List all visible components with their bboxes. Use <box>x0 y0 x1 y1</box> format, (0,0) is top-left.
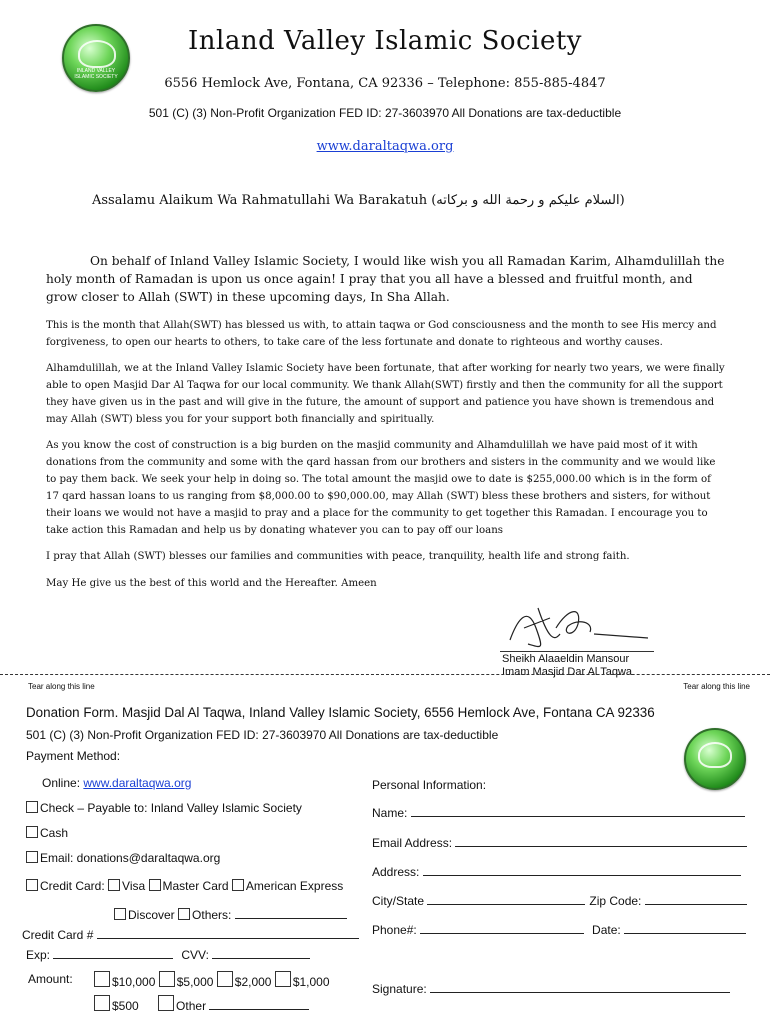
mastercard-checkbox[interactable] <box>149 879 161 891</box>
credit-card-option[interactable] <box>26 879 343 893</box>
visa-label: Visa <box>122 879 146 893</box>
credit-card-label: Credit Card: <box>40 879 109 893</box>
city-state-field[interactable] <box>427 904 585 905</box>
amount-2000-checkbox[interactable] <box>217 971 233 987</box>
payment-method-label: Payment Method: <box>26 749 121 763</box>
online-label: Online: <box>42 776 84 790</box>
amount-10000-label: $10,000 <box>112 975 156 989</box>
form-nonprofit: 501 (C) (3) Non-Profit Organization FED ID: 27-3603970 All Donations are tax-deductible <box>26 728 499 742</box>
cc-number-row <box>22 928 359 942</box>
email-address-field[interactable] <box>455 846 747 847</box>
amount-2000-label: $2,000 <box>234 975 272 989</box>
cash-option[interactable] <box>26 826 68 840</box>
cc-number-field[interactable] <box>97 938 359 939</box>
letter-paragraph-5: I pray that Allah (SWT) blesses our families and communities with peace, tranquility, health life and strong faith. <box>46 551 630 562</box>
amount-1000-checkbox[interactable] <box>275 971 291 987</box>
exp-field[interactable] <box>53 958 173 959</box>
city-zip-row <box>372 894 747 908</box>
website-link[interactable]: www.daraltaqwa.org <box>316 139 454 154</box>
form-title: Donation Form. Masjid Dal Al Taqwa, Inland Valley Islamic Society, 6556 Hemlock Ave, Fontana CA 92336 <box>26 705 655 720</box>
check-label: Check – Payable to: Inland Valley Islamic Society <box>40 801 302 815</box>
personal-info-label: Personal Information: <box>372 778 487 792</box>
address-label: Address: <box>372 865 423 879</box>
letter-paragraph-1: On behalf of Inland Valley Islamic Society, I would like wish you all Ramadan Karim, Alhamdulillah the holy month of Ramadan is upon us once again! I pray that you all have a blessed and fruitful month, and grow closer to Allah (SWT) in these upcoming days, In Sha Allah. <box>46 254 725 304</box>
letter-paragraph-3: Alhamdulillah, we at the Inland Valley Islamic Society have been fortunate, that after working for nearly two years, we were finally able to open Masjid Dar Al Taqwa for our local community. We thank Allah(SWT) firstly and then the community for all the support they have given us in the past and will give in the future, the amount of support and patience you have shown is tremendous and may Allah (SWT) bless you for your support both financially and spiritually. <box>46 363 725 425</box>
online-link[interactable]: www.daraltaqwa.org <box>83 776 192 790</box>
others-label: Others: <box>192 908 235 922</box>
nonprofit-statement: 501 (C) (3) Non-Profit Organization FED ID: 27-3603970 All Donations are tax-deductible <box>148 106 622 120</box>
tear-line <box>0 674 770 675</box>
email-address-label: Email Address: <box>372 836 456 850</box>
signature-image <box>498 598 658 654</box>
others-field[interactable] <box>235 918 347 919</box>
amount-label: Amount: <box>28 972 73 986</box>
amount-row-2 <box>94 995 309 1013</box>
cash-label: Cash <box>40 826 69 840</box>
mastercard-label: Master Card <box>162 879 229 893</box>
address-field[interactable] <box>423 875 741 876</box>
cvv-field[interactable] <box>212 958 310 959</box>
signer-name: Sheikh Alaaeldin Mansour <box>502 653 630 665</box>
amount-500-checkbox[interactable] <box>94 995 110 1011</box>
name-field[interactable] <box>411 816 745 817</box>
signature-label: Signature: <box>372 982 431 996</box>
greeting: Assalamu Alaikum Wa Rahmatullahi Wa Barakatuh (السلام عليكم و رحمة الله و بركاته) <box>92 193 625 208</box>
email-option[interactable] <box>26 851 220 865</box>
tear-label-right: Tear along this line <box>683 682 750 691</box>
credit-card-checkbox[interactable] <box>26 879 38 891</box>
amount-500-label: $500 <box>112 999 139 1013</box>
amount-row-1 <box>94 971 330 989</box>
date-field[interactable] <box>624 933 746 934</box>
email-label: Email: donations@daraltaqwa.org <box>40 851 221 865</box>
amount-10000-checkbox[interactable] <box>94 971 110 987</box>
discover-label: Discover <box>128 908 175 922</box>
others-checkbox[interactable] <box>178 908 190 920</box>
phone-label: Phone#: <box>372 923 421 937</box>
exp-cvv-row <box>26 948 310 962</box>
discover-checkbox[interactable] <box>114 908 126 920</box>
visa-checkbox[interactable] <box>108 879 120 891</box>
phone-date-row <box>372 923 746 937</box>
org-title: Inland Valley Islamic Society <box>188 26 582 56</box>
check-option[interactable] <box>26 801 302 815</box>
zip-field[interactable] <box>645 904 747 905</box>
cash-checkbox[interactable] <box>26 826 38 838</box>
calligraphy-icon <box>698 742 732 768</box>
zip-label: Zip Code: <box>589 894 645 908</box>
exp-label: Exp: <box>26 948 54 962</box>
letter-paragraph-6: May He give us the best of this world and the Hereafter. Ameen <box>46 578 377 589</box>
check-checkbox[interactable] <box>26 801 38 813</box>
amount-other-label: Other <box>176 999 210 1013</box>
cc-number-label: Credit Card # <box>22 928 97 942</box>
letter-paragraph-4: As you know the cost of construction is a big burden on the masjid community and Alhamdulillah we have paid most of it with donations from the community and some with the qard hassan from our brothers and sisters in the community and we would like to pay them back. We seek your help in doing so. The total amount the masjid owe to date is $255,000.00 which is in the form of 17 qard hassan loans to us ranging from $8,000.00 to $90,000.00, may Allah (SWT) bless these brothers and sisters, for without their loans we would not have a masjid to pray and a place for the community to get together this Ramadan. I encourage you to take action this Ramadan and help us by donating whatever you can to pay off our loans <box>46 440 716 536</box>
form-logo <box>684 728 746 790</box>
email-address-row <box>372 836 747 850</box>
signer-title: Imam Masjid Dar Al Taqwa <box>502 666 633 678</box>
phone-field[interactable] <box>420 933 584 934</box>
org-address: 6556 Hemlock Ave, Fontana, CA 92336 – Telephone: 855-885-4847 <box>164 76 606 91</box>
name-row <box>372 806 745 820</box>
logo-caption: INLAND VALLEY ISLAMIC SOCIETY <box>74 68 118 80</box>
address-row <box>372 865 741 879</box>
signature-line <box>500 651 654 652</box>
email-checkbox[interactable] <box>26 851 38 863</box>
amount-5000-checkbox[interactable] <box>159 971 175 987</box>
cvv-label: CVV: <box>181 948 213 962</box>
signature-field[interactable] <box>430 992 730 993</box>
amount-5000-label: $5,000 <box>176 975 214 989</box>
amount-other-field[interactable] <box>209 1009 309 1010</box>
amex-checkbox[interactable] <box>232 879 244 891</box>
signature-row <box>372 982 730 996</box>
amount-other-checkbox[interactable] <box>158 995 174 1011</box>
amount-1000-label: $1,000 <box>292 975 330 989</box>
date-label: Date: <box>592 923 625 937</box>
online-option <box>42 776 191 790</box>
city-state-label: City/State <box>372 894 428 908</box>
letter-paragraph-2: This is the month that Allah(SWT) has blessed us with, to attain taqwa or God consciousness and the month to see His mercy and forgiveness, to open our hearts to others, to take care of the less fortunate and donate to righteous and worthy causes. <box>46 320 717 348</box>
discover-others-row <box>114 908 347 922</box>
amex-label: American Express <box>245 879 344 893</box>
tear-label-left: Tear along this line <box>28 682 95 691</box>
name-label: Name: <box>372 806 411 820</box>
